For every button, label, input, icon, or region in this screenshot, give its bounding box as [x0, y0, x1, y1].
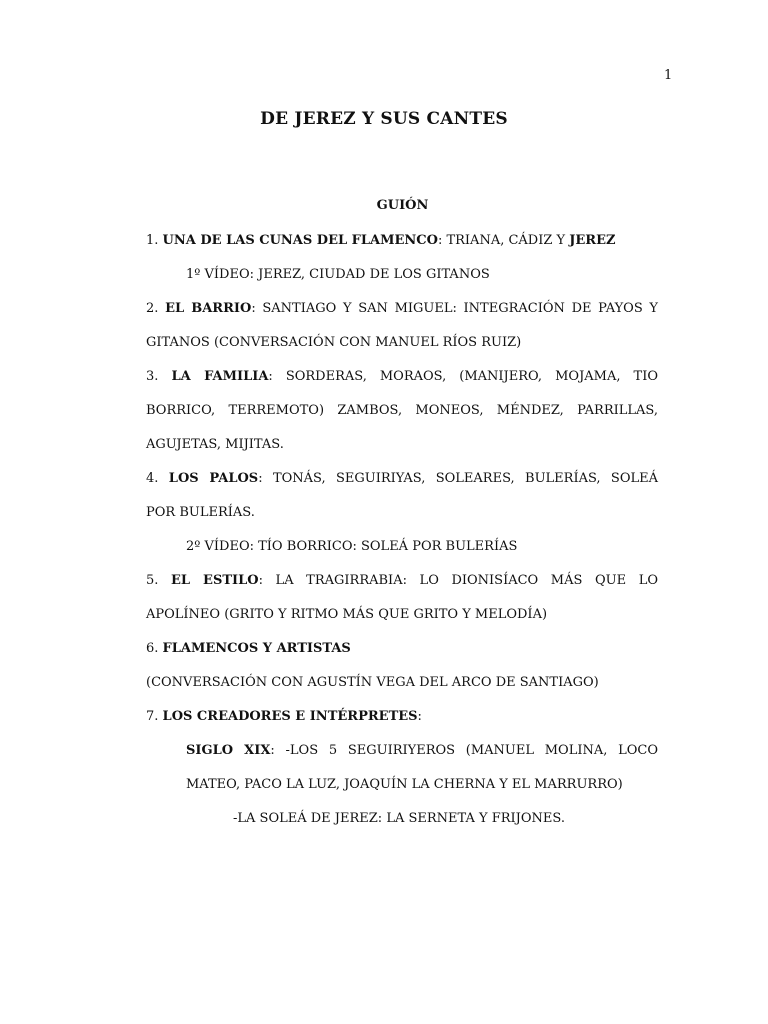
item-2 — [146, 295, 658, 329]
item-3 — [146, 363, 658, 397]
item-text: : LA TRAGIRRABIA: LO DIONISÍACO MÁS QUE LO — [258, 573, 658, 588]
item-heading: UNA DE LAS CUNAS DEL FLAMENCO — [162, 233, 438, 248]
item-6-cont: (CONVERSACIÓN CON AGUSTÍN VEGA DEL ARCO DE SANTIAGO) — [146, 675, 599, 690]
item-heading: LA FAMILIA — [171, 369, 269, 384]
item-text: : SANTIAGO Y SAN MIGUEL: INTEGRACIÓN DE PAYOS Y — [251, 301, 658, 316]
item-1 — [146, 227, 658, 261]
item-heading: EL ESTILO — [171, 573, 259, 588]
item-2-cont: GITANOS (CONVERSACIÓN CON MANUEL RÍOS RUIZ) — [146, 335, 522, 350]
subitem-heading: SIGLO XIX — [186, 743, 271, 758]
page-number: 1 — [664, 68, 673, 83]
item-6 — [146, 635, 658, 669]
item-heading: LOS PALOS — [168, 471, 259, 486]
item-heading-tail: JEREZ — [569, 233, 616, 248]
item-text: : — [417, 709, 422, 724]
video-1: 1º VÍDEO: JEREZ, CIUDAD DE LOS GITANOS — [186, 267, 490, 282]
item-number: 4. — [146, 471, 169, 486]
item-heading: LOS CREADORES E INTÉRPRETES — [162, 709, 418, 724]
item-number: 7. — [146, 709, 163, 724]
item-3-cont-1: BORRICO, TERREMOTO) ZAMBOS, MONEOS, MÉNDEZ, PARRILLAS, — [146, 403, 658, 418]
item-heading: FLAMENCOS Y ARTISTAS — [162, 641, 351, 656]
item-number: 3. — [146, 369, 172, 384]
item-heading: EL BARRIO — [165, 301, 252, 316]
item-number: 5. — [146, 573, 172, 588]
item-number: 6. — [146, 641, 163, 656]
subitem-text: : -LOS 5 SEGUIRIYEROS (MANUEL MOLINA, LOCO — [270, 743, 658, 758]
item-5-cont: APOLÍNEO (GRITO Y RITMO MÁS QUE GRITO Y MELODÍA) — [146, 607, 548, 622]
item-number: 2. — [146, 301, 166, 316]
item-4 — [146, 465, 658, 499]
item-text: : TRIANA, CÁDIZ Y — [437, 233, 570, 248]
item-text: : TONÁS, SEGUIRIYAS, SOLEARES, BULERÍAS, SOLEÁ — [258, 471, 658, 486]
outline-body — [146, 227, 658, 839]
item-number: 1. — [146, 233, 163, 248]
section-heading: GUIÓN — [376, 198, 429, 213]
video-2: 2º VÍDEO: TÍO BORRICO: SOLEÁ POR BULERÍAS — [186, 539, 518, 554]
siglo-xix-cont: MATEO, PACO LA LUZ, JOAQUÍN LA CHERNA Y EL MARRURRO) — [186, 777, 623, 792]
item-5 — [146, 567, 658, 601]
item-text: : SORDERAS, MORAOS, (MANIJERO, MOJAMA, TIO — [268, 369, 658, 384]
item-7 — [146, 703, 658, 737]
siglo-xix — [146, 737, 658, 771]
item-4-cont: POR BULERÍAS. — [146, 505, 255, 520]
document-title: DE JEREZ Y SUS CANTES — [260, 109, 508, 129]
item-3-cont-2: AGUJETAS, MIJITAS. — [146, 437, 284, 452]
solea-de-jerez: -LA SOLEÁ DE JEREZ: LA SERNETA Y FRIJONES. — [233, 811, 565, 826]
